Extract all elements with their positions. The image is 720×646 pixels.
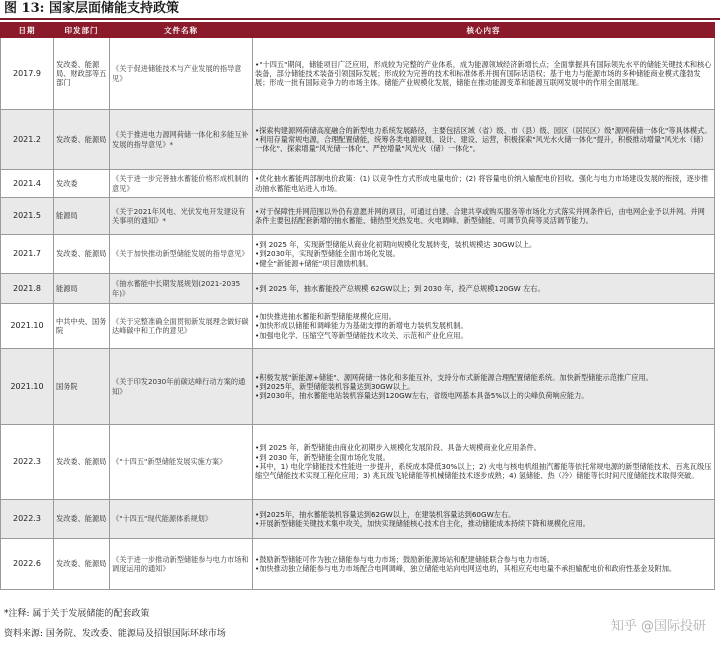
cell-date: 2021.2 — [1, 110, 54, 170]
cell-content — [253, 274, 715, 304]
table-header-row — [1, 23, 715, 38]
footnote: *注释: 属于关于发展储能的配套政策 — [4, 609, 150, 619]
content-bullet: •"十四五"期间，储能项目广泛应用，形成较为完整的产业体系，成为能源领域经济新增长点；全面掌握具有国际领先水平的储能关键技术和核心装备，部分储能技术装备引领国际发展；形成较为完善的技术和标准体系并拥有国际话语权；基于电力与能源市场的多种储能商业模式蓬勃发展；形成一批有国际竞争力的市场主体。储能产业规模化发展，储能在推动能源变革和能源互联网发展中的作用全面展现。 — [255, 59, 712, 88]
table-row — [1, 235, 715, 274]
content-bullet: •到 2025 年，抽水蓄能投产总规模 62GW以上；到 2030 年，投产总规模120GW 左右。 — [255, 283, 545, 293]
page-title: 图 13: 国家层面储能支持政策 — [4, 1, 179, 16]
cell-doc: 《关于印发2030年前碳达峰行动方案的通知》 — [110, 349, 253, 425]
cell-date: 2021.10 — [1, 304, 54, 349]
content-bullet: •到2030年，实现新型储能全面市场化发展。 — [255, 249, 400, 259]
policy-table — [0, 22, 715, 590]
cell-dept: 发改委、能源局 — [54, 235, 110, 274]
cell-doc: 《关于进一步完善抽水蓄能价格形成机制的意见》 — [110, 170, 253, 198]
content-bullet: •优化抽水蓄能两部制电价政策：(1) 以竞争性方式形成电量电价；(2) 将容量电价纳入输配电价回收。强化与电力市场建设发展的衔接，逐步推动抽水蓄能电站进入市场。 — [255, 174, 709, 193]
table-row — [1, 110, 715, 170]
cell-dept: 能源局 — [54, 274, 110, 304]
watermark: 知乎 @国际投研 — [610, 619, 706, 634]
source-note: 资料来源: 国务院、发改委、能源局及招银国际环球市场 — [4, 629, 226, 639]
cell-doc: 《"十四五"现代能源体系规划》 — [110, 500, 253, 539]
cell-dept: 发改委、能源局 — [54, 425, 110, 500]
content-bullet: •到 2025 年，实现新型储能从商业化初期向规模化发展转变，装机规模达 30GW以上。 — [255, 240, 537, 250]
cell-content — [253, 539, 715, 590]
content-bullet: •健全"新能源+储能"项目激励机制。 — [255, 258, 373, 268]
cell-dept: 国务院 — [54, 349, 110, 425]
cell-dept: 发改委、能源局、财政部等五部门 — [54, 38, 110, 110]
content-bullet: •到 2025 年，新型储能由商业化初期步入规模化发展阶段、具备大规模商业化应用条件。 — [255, 443, 541, 453]
cell-content — [253, 304, 715, 349]
cell-doc: 《关于促进储能技术与产业发展的指导意见》 — [110, 38, 253, 110]
content-bullet: •开展新型储能关键技术集中攻关，加快实现储能核心技术自主化，推动储能成本持续下降和规模化应用。 — [255, 519, 590, 528]
table-row — [1, 198, 715, 235]
cell-content — [253, 110, 715, 170]
content-bullet: •积极发展"新能源+储能"、源网荷储一体化和多能互补，支持分布式新能源合理配置储能系统。加快新型储能示范推广应用。 — [255, 372, 653, 382]
content-bullet: •探索构建源网荷储高度融合的新型电力系统发展路径，主要包括区域（省）级、市（县）级、园区（居民区）级"源网荷储一体化"等具体模式。 — [255, 125, 712, 135]
content-bullet: •加快形成以储能和调峰能力为基础支撑的新增电力装机发展机制。 — [255, 321, 468, 331]
cell-dept: 发改委、能源局 — [54, 500, 110, 539]
cell-content — [253, 198, 715, 235]
table-row — [1, 349, 715, 425]
cell-date: 2021.7 — [1, 235, 54, 274]
table-row — [1, 500, 715, 539]
cell-content — [253, 425, 715, 500]
cell-doc: 《"十四五"新型储能发展实施方案》 — [110, 425, 253, 500]
cell-date: 2021.10 — [1, 349, 54, 425]
cell-content — [253, 500, 715, 539]
cell-date: 2022.6 — [1, 539, 54, 590]
content-bullet: •到2030年，抽水蓄能电站装机容量达到120GW左右，省级电网基本具备5%以上的尖峰负荷响应能力。 — [255, 391, 589, 401]
cell-date: 2021.4 — [1, 170, 54, 198]
cell-dept: 发改委、能源局 — [54, 539, 110, 590]
table-row — [1, 425, 715, 500]
content-bullet: •鼓励新型储能可作为独立储能参与电力市场；鼓励新能源场站和配建储能联合参与电力市场。 — [255, 554, 554, 564]
header-content: 核心内容 — [253, 23, 715, 38]
content-bullet: •加强电化学、压缩空气等新型储能技术攻关、示范和产业化应用。 — [255, 330, 468, 340]
cell-doc: 《关于2021年风电、光伏发电开发建设有关事项的通知》* — [110, 198, 253, 235]
cell-content — [253, 170, 715, 198]
cell-date: 2022.3 — [1, 500, 54, 539]
cell-dept: 能源局 — [54, 198, 110, 235]
content-bullet: •其中，1) 电化学储能技术性能进一步提升，系统成本降低30%以上；2) 火电与核电机组抽汽蓄能等依托常规电源的新型储能技术、百兆瓦级压缩空气储能技术实现工程化应用；3) 兆瓦级飞轮储能等机械储能技术逐步成熟；4) 氢储能、热（冷）储能等长时间尺度储能技术取得突破。 — [255, 462, 712, 481]
content-bullet: •到 2030 年，新型储能全面市场化发展。 — [255, 452, 390, 462]
cell-date: 2021.5 — [1, 198, 54, 235]
cell-content — [253, 38, 715, 110]
cell-date: 2021.8 — [1, 274, 54, 304]
cell-date: 2017.9 — [1, 38, 54, 110]
cell-dept: 发改委、能源局 — [54, 110, 110, 170]
cell-doc: 《关于推进电力源网荷储一体化和多能互补发展的指导意见》* — [110, 110, 253, 170]
content-bullet: •对于保障性并网范围以外仍有意愿并网的项目，可通过自建、合建共享或购买服务等市场化方式落实并网条件后，由电网企业予以并网。并网条件主要包括配套新增的抽水蓄能、储热型光热发电、火电调峰、新型储能、可调节负荷等灵活调节能力。 — [255, 206, 705, 225]
table-row — [1, 170, 715, 198]
content-bullet: •加快推动独立储能参与电力市场配合电网调峰，独立储能电站向电网送电的，其相应充电电量不承担输配电价和政府性基金及附加。 — [255, 564, 677, 573]
table-row — [1, 38, 715, 110]
content-bullet: •利用存量常规电源，合理配置储能，统筹各类电源规划、设计、建设、运营，积极探索"风光水火储一体化"提升，积极推动增量"风光水（储）一体化"、探索增量"风光储一体化"、严控增量"风光火（储）一体化"。 — [255, 134, 708, 154]
table-row — [1, 539, 715, 590]
cell-doc: 《关于进一步推动新型储能参与电力市场和调度运用的通知》 — [110, 539, 253, 590]
header-date: 日期 — [1, 23, 54, 38]
table-row — [1, 274, 715, 304]
cell-date: 2022.3 — [1, 425, 54, 500]
table-row — [1, 304, 715, 349]
cell-doc: 《关于加快推动新型储能发展的指导意见》 — [110, 235, 253, 274]
header-doc: 文件名称 — [110, 23, 253, 38]
content-bullet: •到2025年，抽水蓄能装机容量达到62GW以上，在建装机容量达到60GW左右。 — [255, 509, 516, 519]
cell-dept: 中共中央、国务院 — [54, 304, 110, 349]
content-bullet: •到2025年，新型储能装机容量达到30GW以上。 — [255, 381, 415, 391]
cell-content — [253, 349, 715, 425]
cell-content — [253, 235, 715, 274]
header-dept: 印发部门 — [54, 23, 110, 38]
cell-doc: 《关于完整准确全面贯彻新发展理念做好碳达峰碳中和工作的意见》 — [110, 304, 253, 349]
title-rule — [0, 18, 720, 20]
content-bullet: •加快推进抽水蓄能和新型储能规模化应用。 — [255, 312, 396, 322]
cell-doc: 《抽水蓄能中长期发展规划(2021-2035 年)》 — [110, 274, 253, 304]
cell-dept: 发改委 — [54, 170, 110, 198]
